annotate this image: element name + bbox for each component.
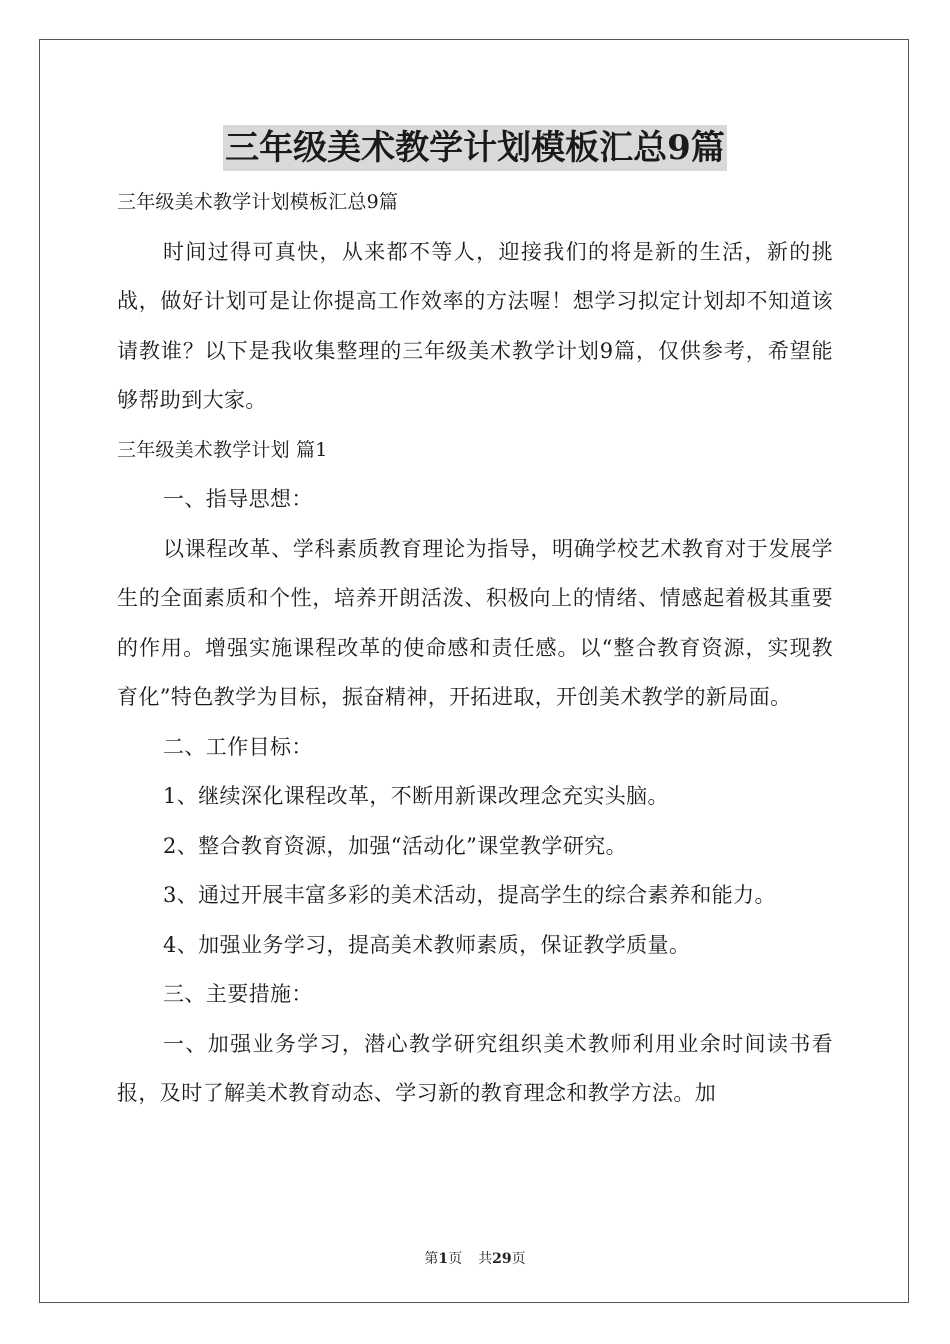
intro-paragraph: 时间过得可真快，从来都不等人，迎接我们的将是新的生活，新的挑战，做好计划可是让你提高工作效率的方法喔！想学习拟定计划却不知道该请教谁？以下是我收集整理的三年级美术教学计划9篇，仅供参考，希望能够帮助到大家。 [117, 239, 833, 412]
goal-item-1: 1、继续深化课程改革，不断用新课改理念充实头脑。 [163, 784, 669, 808]
document-subtitle: 三年级美术教学计划模板汇总9篇 [117, 191, 399, 213]
footer-total-prefix: 共 [478, 1251, 493, 1267]
heading-guiding-ideology: 一、指导思想： [163, 487, 313, 511]
document-body [117, 178, 833, 1119]
heading-work-goals: 二、工作目标： [163, 734, 313, 759]
footer-page-number: 1 [438, 1251, 449, 1267]
footer-page-prefix: 第 [424, 1251, 439, 1267]
footer-page-suffix: 页 [448, 1251, 463, 1267]
page-footer [0, 1248, 950, 1268]
document-title-text: 三年级美术教学计划模板汇总9篇 [223, 125, 727, 171]
footer-total-pages: 29 [492, 1251, 512, 1267]
guiding-ideology-paragraph: 以课程改革、学科素质教育理论为指导，明确学校艺术教育对于发展学生的全面素质和个性，培养开朗活泼、积极向上的情绪、情感起着极其重要的作用。增强实施课程改革的使命感和责任感。以“整合教育资源，实现教育化”特色教学为目标，振奋精神，开拓进取，开创美术教学的新局面。 [117, 536, 833, 709]
goal-item-2: 2、整合教育资源，加强“活动化”课堂教学研究。 [163, 833, 628, 858]
section-heading-plan-1: 三年级美术教学计划 篇1 [117, 438, 328, 461]
footer-total-suffix: 页 [511, 1251, 526, 1267]
document-title [0, 125, 950, 171]
heading-main-measures: 三、主要措施： [163, 982, 313, 1006]
goal-item-4: 4、加强业务学习，提高美术教师素质，保证教学质量。 [163, 932, 691, 957]
goal-item-3: 3、通过开展丰富多彩的美术活动，提高学生的综合素养和能力。 [163, 883, 776, 907]
measure-paragraph-1: 一、加强业务学习，潜心教学研究组织美术教师利用业余时间读书看报，及时了解美术教育动态、学习新的教育理念和教学方法。加 [117, 1031, 833, 1105]
